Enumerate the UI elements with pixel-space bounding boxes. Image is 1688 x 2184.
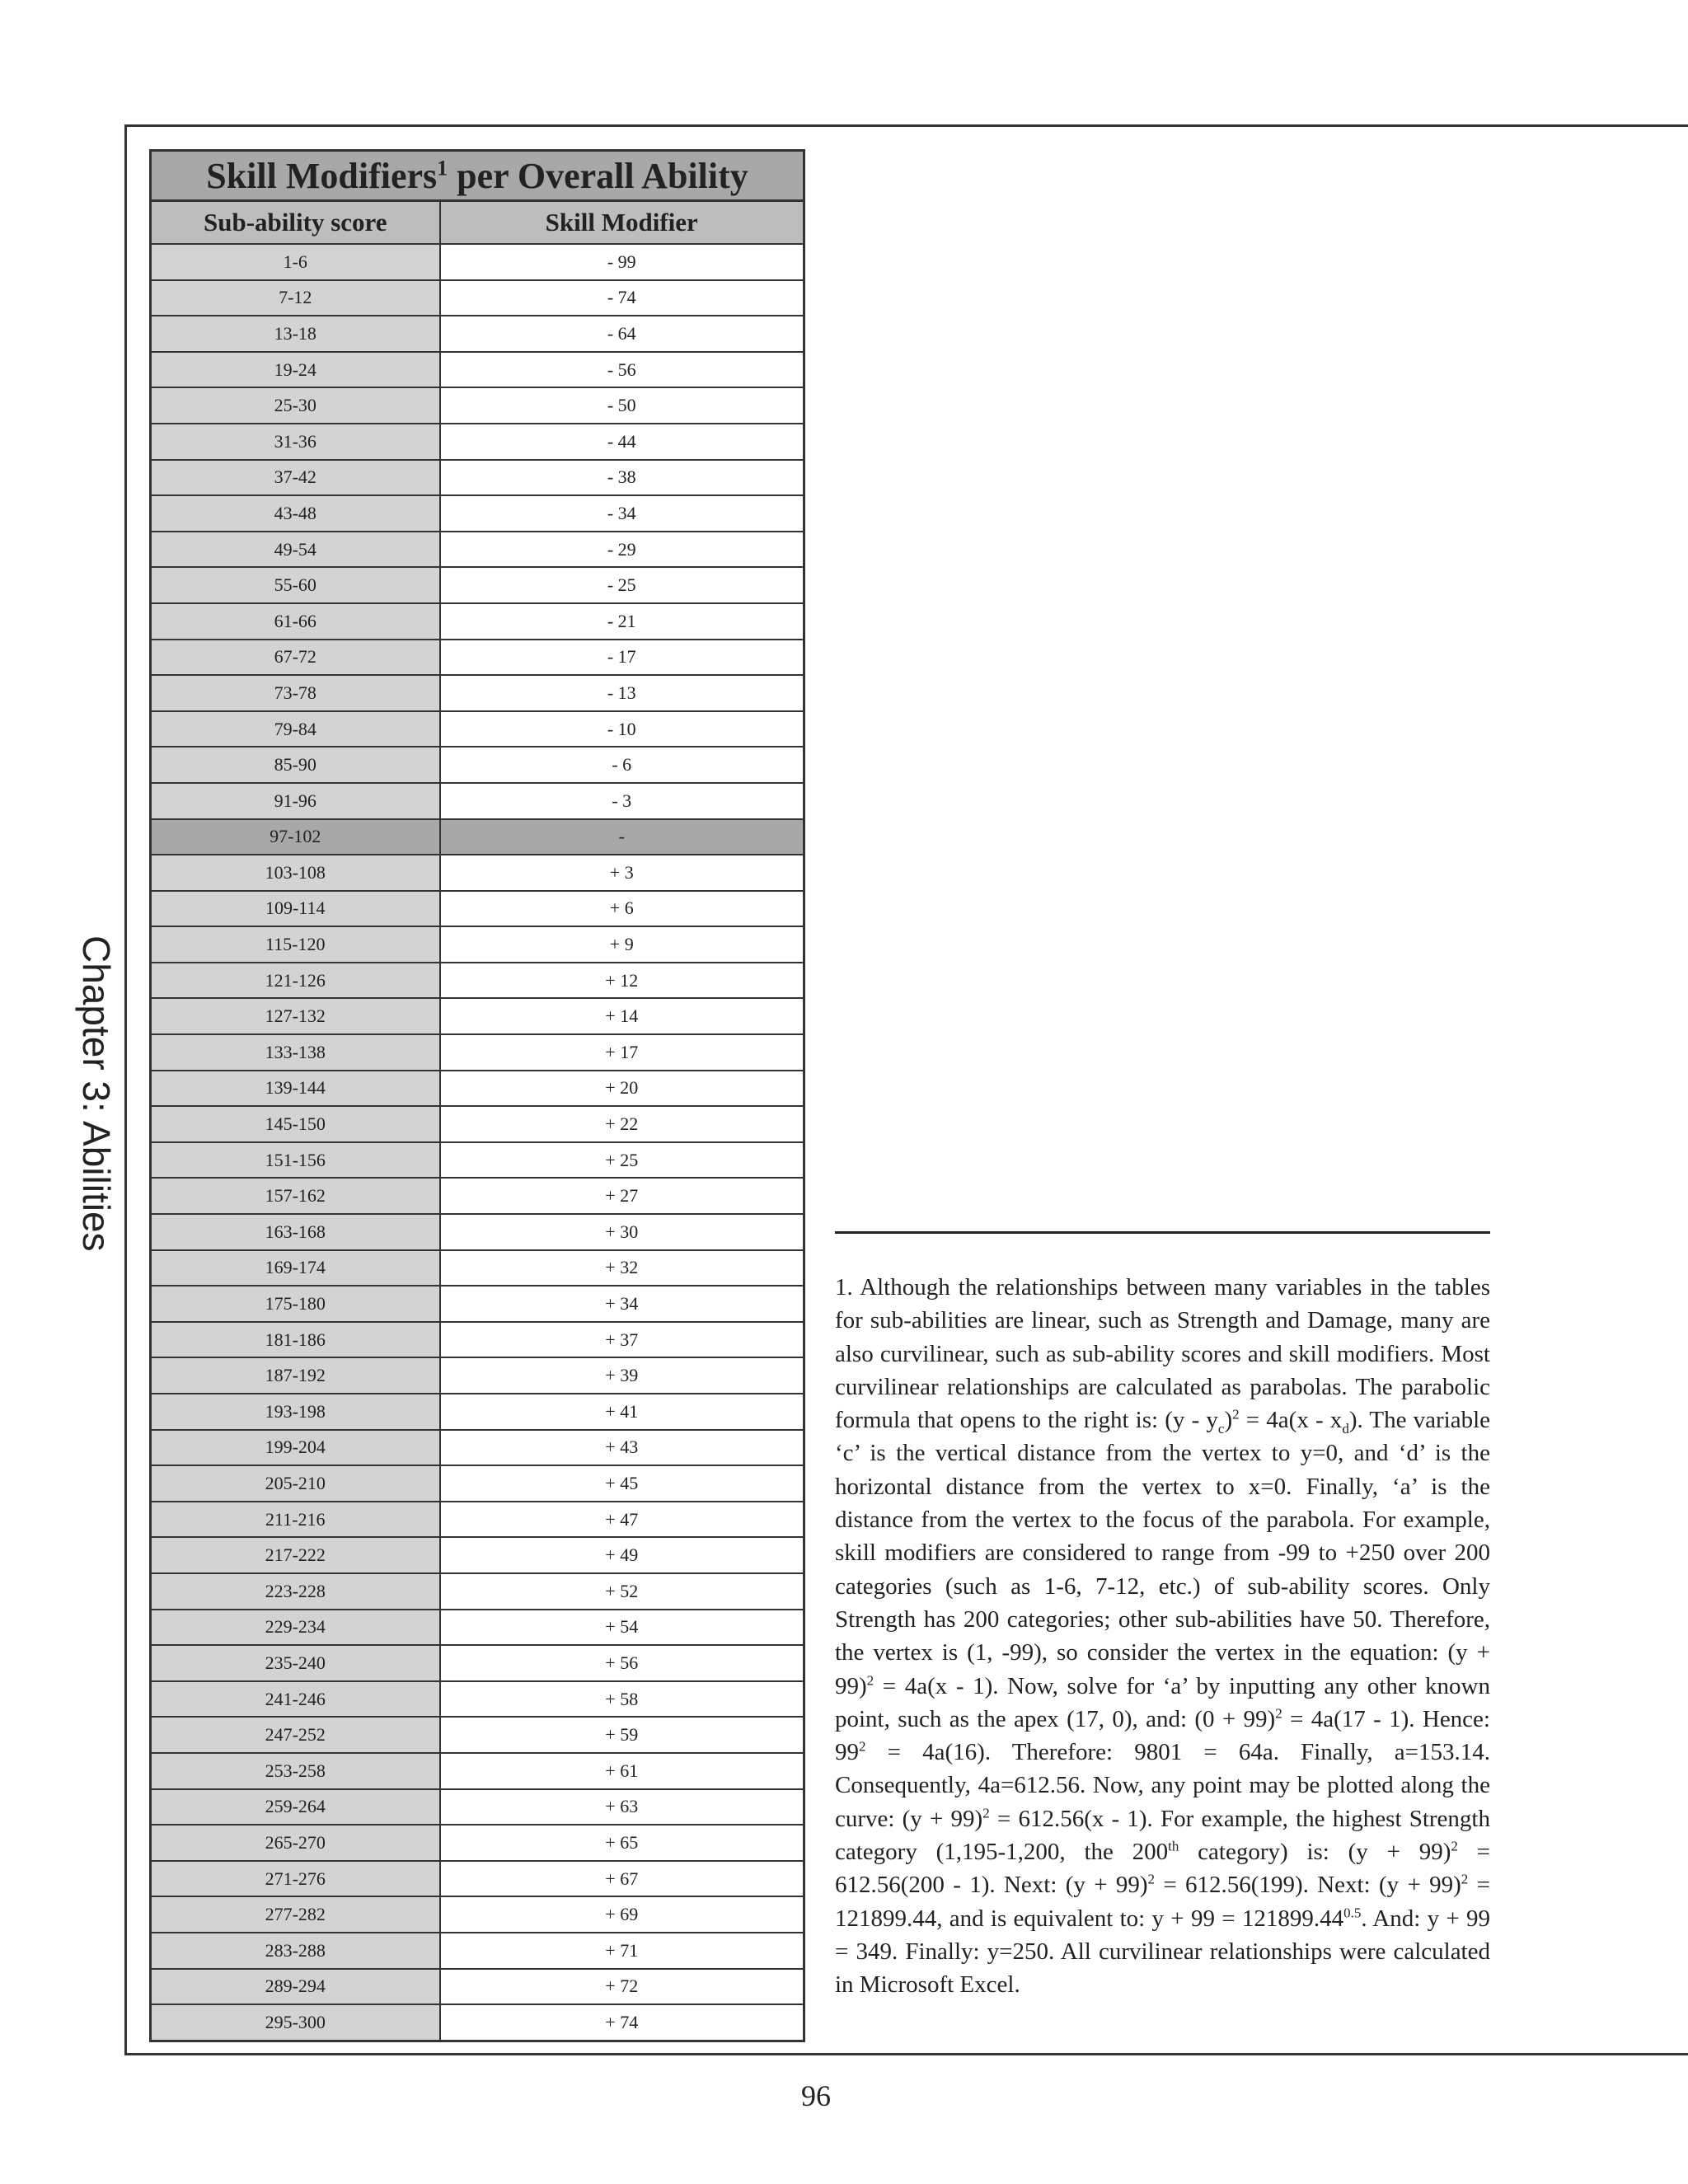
- table-row: [151, 1034, 804, 1071]
- modifier-cell: - 56: [440, 352, 804, 388]
- table-row: [151, 1789, 804, 1825]
- modifier-cell: + 41: [440, 1394, 804, 1430]
- table-row: [151, 532, 804, 568]
- score-cell: 1-6: [151, 244, 440, 280]
- score-cell: 253-258: [151, 1753, 440, 1789]
- footnote-text: ). The variable ‘c’ is the vertical distance from the vertex to y=0, and ‘d’ is the horizontal distance from the vertex to x=0. Finally, ‘a’ is the distance from the vertex to the focus of the parabola. For example, skill modifiers are considered to range from -99 to +250 over 200 categories (such as 1-6, 7-12, etc.) of sub-ability scores. Only Strength has 200 categories; other sub-abilities have 50. Therefore, the vertex is (1, -99), so consider the vertex in the equation: (y + 99): [835, 1407, 1490, 1699]
- modifier-cell: + 71: [440, 1933, 804, 1969]
- footnote-text: category) is: (y + 99): [1179, 1839, 1451, 1866]
- score-cell: 181-186: [151, 1322, 440, 1358]
- table-row: [151, 1430, 804, 1466]
- score-cell: 37-42: [151, 460, 440, 496]
- footnote: [835, 1271, 1490, 2002]
- footnote-text: = 4a(x - 1). Now, solve for ‘a’ by inputting any other known point, such as the apex (17, 0), and: (0 + 99): [835, 1672, 1490, 1732]
- modifier-cell: + 58: [440, 1681, 804, 1718]
- table-row: [151, 1896, 804, 1933]
- table-row: [151, 1286, 804, 1322]
- score-cell: 187-192: [151, 1357, 440, 1394]
- table-title-row: [151, 151, 804, 201]
- modifier-cell: + 3: [440, 855, 804, 891]
- table-row: [151, 567, 804, 603]
- modifier-cell: + 47: [440, 1502, 804, 1538]
- modifier-cell: + 39: [440, 1357, 804, 1394]
- modifier-cell: + 37: [440, 1322, 804, 1358]
- modifier-cell: - 3: [440, 783, 804, 819]
- table-row: [151, 1071, 804, 1107]
- score-cell: 169-174: [151, 1250, 440, 1286]
- table-row: [151, 891, 804, 927]
- table-row: [151, 1322, 804, 1358]
- modifier-cell: + 45: [440, 1465, 804, 1502]
- modifier-cell: - 74: [440, 280, 804, 316]
- table-row: [151, 640, 804, 676]
- footnote-superscript: 2: [1147, 1871, 1156, 1887]
- footnote-superscript: 2: [859, 1738, 866, 1755]
- modifier-cell: + 34: [440, 1286, 804, 1322]
- table-row: [151, 1537, 804, 1573]
- table-row: [151, 926, 804, 963]
- score-cell: 283-288: [151, 1933, 440, 1969]
- skill-modifier-table: [149, 149, 805, 2042]
- score-cell: 91-96: [151, 783, 440, 819]
- chapter-side-heading-text: Chapter 3: Abilities: [75, 935, 118, 1252]
- modifier-cell: - 10: [440, 711, 804, 748]
- score-cell: 139-144: [151, 1071, 440, 1107]
- footnote-text: = 612.56(199). Next: (y + 99): [1155, 1872, 1461, 1899]
- table-title-footnote-ref: 1: [437, 155, 448, 180]
- table-row: [151, 1178, 804, 1214]
- footnote-text: . And: y + 99 = 349. Finally: y=250. All curvilinear relationships were calculated in Microsoft Excel.: [835, 1905, 1490, 1999]
- score-cell: 163-168: [151, 1214, 440, 1250]
- score-cell: 121-126: [151, 963, 440, 999]
- modifier-cell: + 54: [440, 1610, 804, 1646]
- score-cell: 115-120: [151, 926, 440, 963]
- table-row: [151, 1142, 804, 1179]
- table-row: [151, 1933, 804, 1969]
- table-row: [151, 1825, 804, 1861]
- table-body: [151, 244, 804, 2041]
- modifier-cell: + 59: [440, 1717, 804, 1753]
- table-row: [151, 1681, 804, 1718]
- modifier-cell: + 20: [440, 1071, 804, 1107]
- footnote-text: = 4a(17 - 1). Hence: 99: [835, 1705, 1490, 1766]
- modifier-cell: - 6: [440, 747, 804, 783]
- modifier-cell: + 17: [440, 1034, 804, 1071]
- modifier-cell: + 52: [440, 1573, 804, 1610]
- footnote-text: ): [1224, 1407, 1233, 1434]
- modifier-cell: + 30: [440, 1214, 804, 1250]
- modifier-cell: - 13: [440, 675, 804, 711]
- score-cell: 265-270: [151, 1825, 440, 1861]
- table-row: [151, 747, 804, 783]
- modifier-cell: + 6: [440, 891, 804, 927]
- table-row: [151, 460, 804, 496]
- modifier-cell: - 29: [440, 532, 804, 568]
- score-cell: 85-90: [151, 747, 440, 783]
- table-row: [151, 1969, 804, 2005]
- footnote-text: = 612.56(x - 1). For example, the highest Strength category (1,195-1,200, the 200: [835, 1805, 1490, 1866]
- modifier-cell: + 72: [440, 1969, 804, 2005]
- table-row: [151, 819, 804, 855]
- score-cell: 127-132: [151, 998, 440, 1034]
- column-header-score: Sub-ability score: [151, 201, 440, 245]
- footnote-divider: [835, 1231, 1490, 1234]
- footnote-subscript: c: [1217, 1420, 1225, 1436]
- score-cell: 145-150: [151, 1106, 440, 1142]
- modifier-cell: - 44: [440, 424, 804, 460]
- score-cell: 25-30: [151, 387, 440, 424]
- modifier-cell: - 38: [440, 460, 804, 496]
- score-cell: 73-78: [151, 675, 440, 711]
- footnote-subscript: d: [1342, 1420, 1349, 1436]
- footnote-superscript: 2: [1461, 1871, 1469, 1887]
- table-row: [151, 1214, 804, 1250]
- modifier-cell: + 49: [440, 1537, 804, 1573]
- score-cell: 289-294: [151, 1969, 440, 2005]
- table-row: [151, 855, 804, 891]
- footnote-superscript: 0.5: [1343, 1904, 1362, 1920]
- score-cell: 277-282: [151, 1896, 440, 1933]
- footnote-superscript: 2: [1232, 1406, 1240, 1422]
- modifier-cell: - 17: [440, 640, 804, 676]
- modifier-cell: + 27: [440, 1178, 804, 1214]
- modifier-cell: - 21: [440, 603, 804, 640]
- table-row: [151, 1357, 804, 1394]
- table-row: [151, 424, 804, 460]
- modifier-cell: - 50: [440, 387, 804, 424]
- score-cell: 151-156: [151, 1142, 440, 1179]
- modifier-cell: + 74: [440, 2004, 804, 2041]
- footnote-superscript: th: [1168, 1838, 1179, 1854]
- modifier-cell: + 43: [440, 1430, 804, 1466]
- score-cell: 235-240: [151, 1645, 440, 1681]
- score-cell: 205-210: [151, 1465, 440, 1502]
- table-row: [151, 352, 804, 388]
- score-cell: 7-12: [151, 280, 440, 316]
- modifier-cell: + 61: [440, 1753, 804, 1789]
- score-cell: 223-228: [151, 1573, 440, 1610]
- modifier-cell: - 99: [440, 244, 804, 280]
- table-row: [151, 1106, 804, 1142]
- modifier-cell: + 65: [440, 1825, 804, 1861]
- table-row: [151, 1645, 804, 1681]
- footnote-text: = 121899.44, and is equivalent to: y + 99 = 121899.44: [835, 1872, 1490, 1932]
- score-cell: 31-36: [151, 424, 440, 460]
- score-cell: 211-216: [151, 1502, 440, 1538]
- modifier-cell: - 34: [440, 495, 804, 532]
- score-cell: 19-24: [151, 352, 440, 388]
- score-cell: 109-114: [151, 891, 440, 927]
- table-row: [151, 1717, 804, 1753]
- table-title-suffix: per Overall Ability: [457, 155, 748, 196]
- score-cell: 67-72: [151, 640, 440, 676]
- modifier-cell: + 12: [440, 963, 804, 999]
- table-row: [151, 603, 804, 640]
- modifier-cell: - 25: [440, 567, 804, 603]
- table-row: [151, 1610, 804, 1646]
- modifier-cell: + 25: [440, 1142, 804, 1179]
- modifier-cell: + 67: [440, 1861, 804, 1897]
- score-cell: 103-108: [151, 855, 440, 891]
- score-cell: 259-264: [151, 1789, 440, 1825]
- modifier-cell: - 64: [440, 316, 804, 352]
- modifier-cell: + 63: [440, 1789, 804, 1825]
- modifier-cell: + 69: [440, 1896, 804, 1933]
- score-cell: 97-102: [151, 819, 440, 855]
- modifier-cell: + 14: [440, 998, 804, 1034]
- score-cell: 43-48: [151, 495, 440, 532]
- footnote-text: = 612.56(200 - 1). Next: (y + 99): [835, 1839, 1491, 1899]
- page-number: 96: [801, 2079, 831, 2112]
- table-row: [151, 2004, 804, 2041]
- modifier-cell: + 32: [440, 1250, 804, 1286]
- chapter-side-heading: [75, 935, 132, 1265]
- table-row: [151, 783, 804, 819]
- modifier-cell: -: [440, 819, 804, 855]
- table-row: [151, 963, 804, 999]
- score-cell: 49-54: [151, 532, 440, 568]
- column-header-modifier: Skill Modifier: [440, 201, 804, 245]
- score-cell: 61-66: [151, 603, 440, 640]
- score-cell: 55-60: [151, 567, 440, 603]
- table-header-row: [151, 201, 804, 245]
- footnote-text: = 4a(16). Therefore: 9801 = 64a. Finally, a=153.14. Consequently, 4a=612.56. Now, any point may be plotted along the curve: (y + 99): [835, 1739, 1490, 1832]
- table-title-text: Skill Modifiers: [206, 155, 438, 196]
- table-row: [151, 244, 804, 280]
- score-cell: 271-276: [151, 1861, 440, 1897]
- table-row: [151, 495, 804, 532]
- score-cell: 241-246: [151, 1681, 440, 1718]
- score-cell: 199-204: [151, 1430, 440, 1466]
- score-cell: 193-198: [151, 1394, 440, 1430]
- modifier-cell: + 22: [440, 1106, 804, 1142]
- table-row: [151, 316, 804, 352]
- score-cell: 133-138: [151, 1034, 440, 1071]
- table-title: [151, 151, 804, 201]
- table-row: [151, 387, 804, 424]
- score-cell: 175-180: [151, 1286, 440, 1322]
- score-cell: 229-234: [151, 1610, 440, 1646]
- table-row: [151, 1502, 804, 1538]
- table-row: [151, 1861, 804, 1897]
- modifier-cell: + 56: [440, 1645, 804, 1681]
- table-row: [151, 711, 804, 748]
- footnote-text: = 4a(x - x: [1239, 1407, 1343, 1434]
- table-row: [151, 1394, 804, 1430]
- score-cell: 247-252: [151, 1717, 440, 1753]
- score-cell: 79-84: [151, 711, 440, 748]
- score-cell: 157-162: [151, 1178, 440, 1214]
- footnote-superscript: 2: [1451, 1838, 1458, 1854]
- score-cell: 295-300: [151, 2004, 440, 2041]
- footnote-superscript: 2: [1275, 1705, 1282, 1722]
- footnote-superscript: 2: [982, 1805, 990, 1821]
- score-cell: 13-18: [151, 316, 440, 352]
- table-row: [151, 1250, 804, 1286]
- table-row: [151, 1573, 804, 1610]
- table-row: [151, 675, 804, 711]
- footnote-text: 1. Although the relationships between many variables in the tables for sub-abilities are linear, such as Strength and Damage, many are also curvilinear, such as sub-ability scores and skill modifiers. Most curvilinear relationships are calculated as parabolas. The parabolic formula that opens to the right is: (y - y: [835, 1274, 1490, 1434]
- table-row: [151, 1753, 804, 1789]
- table-row: [151, 280, 804, 316]
- table-row: [151, 998, 804, 1034]
- footnote-superscript: 2: [866, 1671, 874, 1688]
- score-cell: 217-222: [151, 1537, 440, 1573]
- table-row: [151, 1465, 804, 1502]
- modifier-cell: + 9: [440, 926, 804, 963]
